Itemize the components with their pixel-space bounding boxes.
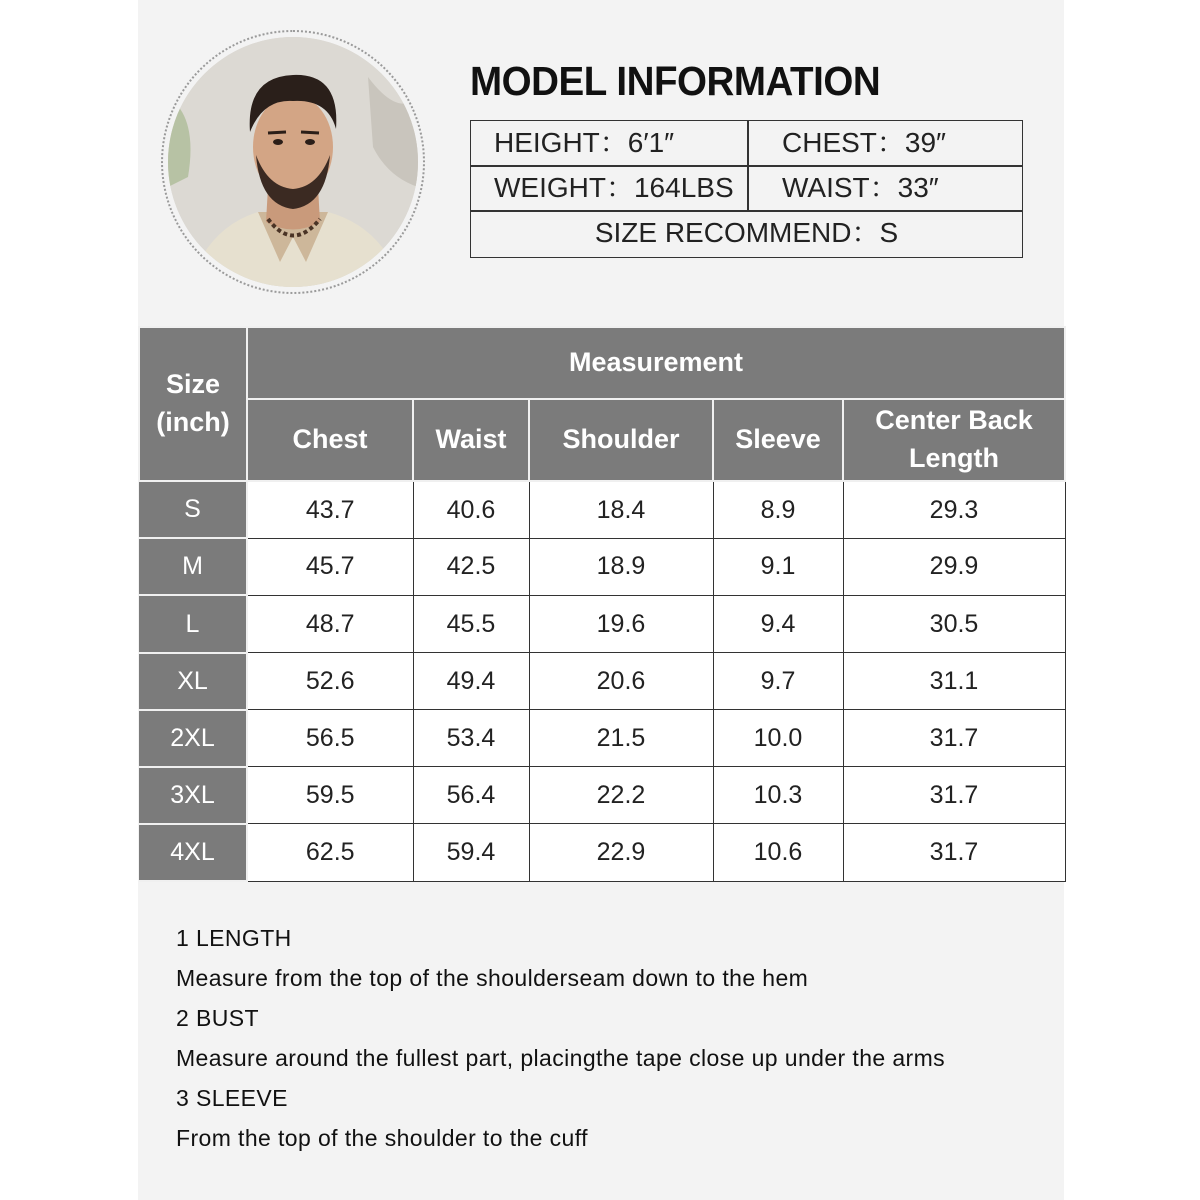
measurement-cell: 49.4 — [413, 653, 529, 710]
measurement-group-header: Measurement — [247, 327, 1065, 399]
model-size-recommend: SIZE RECOMMEND：S — [594, 217, 899, 248]
measurement-cell: 30.5 — [843, 595, 1065, 652]
measurement-cell: 31.7 — [843, 767, 1065, 824]
model-waist: WAIST：33″ — [782, 172, 939, 203]
size-label: L — [139, 595, 247, 652]
center-back-header-line: Length — [909, 443, 999, 474]
measurement-cell: 31.7 — [843, 710, 1065, 767]
model-info-table — [470, 120, 1023, 258]
model-chest: CHEST：39″ — [782, 127, 946, 158]
note-bust-text: Measure around the fullest part, placingthe tape close up under the arms — [176, 1045, 946, 1071]
table-row — [139, 595, 1065, 652]
measurement-cell: 22.9 — [529, 824, 713, 881]
measurement-cell: 56.5 — [247, 710, 413, 767]
measurement-cell: 52.6 — [247, 653, 413, 710]
measurement-cell: 31.1 — [843, 653, 1065, 710]
measurement-cell: 21.5 — [529, 710, 713, 767]
measurement-cell: 29.9 — [843, 538, 1065, 595]
measurement-cell: 10.0 — [713, 710, 843, 767]
column-header-shoulder: Shoulder — [529, 399, 713, 481]
note-length-text: Measure from the top of the shoulderseam down to the hem — [176, 965, 809, 991]
measurement-notes — [176, 918, 1056, 1158]
measurement-cell: 31.7 — [843, 824, 1065, 881]
note-sleeve-title: 3 SLEEVE — [176, 1085, 288, 1111]
model-weight: WEIGHT：164LBS — [494, 172, 734, 203]
measurement-cell: 9.7 — [713, 653, 843, 710]
measurement-cell: 9.1 — [713, 538, 843, 595]
size-label: M — [139, 538, 247, 595]
measurement-cell: 10.6 — [713, 824, 843, 881]
table-row — [139, 653, 1065, 710]
center-back-header-line: Center Back — [875, 405, 1033, 436]
model-info-title: MODEL INFORMATION — [470, 58, 881, 104]
table-row — [139, 710, 1065, 767]
measurement-cell: 45.5 — [413, 595, 529, 652]
model-photo — [168, 37, 418, 287]
measurement-cell: 18.4 — [529, 481, 713, 538]
note-sleeve-text: From the top of the shoulder to the cuff — [176, 1125, 588, 1151]
measurement-cell: 45.7 — [247, 538, 413, 595]
size-chart-table — [138, 326, 1064, 882]
measurement-cell: 56.4 — [413, 767, 529, 824]
size-column-header — [139, 327, 247, 481]
measurement-cell: 40.6 — [413, 481, 529, 538]
measurement-cell: 42.5 — [413, 538, 529, 595]
measurement-cell: 43.7 — [247, 481, 413, 538]
column-header-sleeve: Sleeve — [713, 399, 843, 481]
model-height: HEIGHT：6′1″ — [494, 127, 675, 158]
measurement-cell: 9.4 — [713, 595, 843, 652]
measurement-cell: 59.4 — [413, 824, 529, 881]
measurement-cell: 19.6 — [529, 595, 713, 652]
table-row — [139, 824, 1065, 881]
size-label: 3XL — [139, 767, 247, 824]
size-header-line: Size — [165, 369, 221, 400]
measurement-cell: 29.3 — [843, 481, 1065, 538]
size-label: S — [139, 481, 247, 538]
note-length-title: 1 LENGTH — [176, 925, 292, 951]
size-label: XL — [139, 653, 247, 710]
measurement-cell: 20.6 — [529, 653, 713, 710]
table-row — [139, 767, 1065, 824]
size-header-unit: (inch) — [156, 407, 230, 438]
measurement-cell: 48.7 — [247, 595, 413, 652]
model-info-divider — [747, 121, 749, 211]
measurement-cell: 8.9 — [713, 481, 843, 538]
measurement-cell: 18.9 — [529, 538, 713, 595]
measurement-cell: 53.4 — [413, 710, 529, 767]
table-row — [139, 481, 1065, 538]
measurement-cell: 22.2 — [529, 767, 713, 824]
size-label: 2XL — [139, 710, 247, 767]
column-header-center-back-length — [843, 399, 1065, 481]
table-row — [139, 538, 1065, 595]
column-header-chest: Chest — [247, 399, 413, 481]
size-label: 4XL — [139, 824, 247, 881]
measurement-cell: 62.5 — [247, 824, 413, 881]
note-bust-title: 2 BUST — [176, 1005, 259, 1031]
measurement-cell: 10.3 — [713, 767, 843, 824]
measurement-cell: 59.5 — [247, 767, 413, 824]
column-header-waist: Waist — [413, 399, 529, 481]
